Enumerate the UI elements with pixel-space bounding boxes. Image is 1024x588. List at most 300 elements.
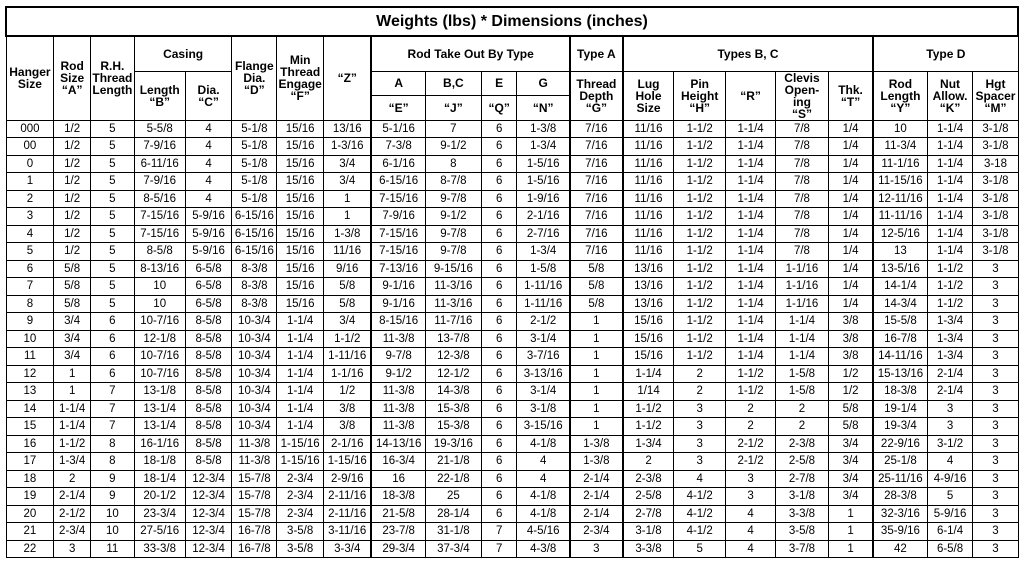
table-cell: 1-5/8 [517,260,570,278]
header-flange-dia: Flange Dia. “D” [232,36,277,120]
table-cell: 1-15/16 [324,453,372,471]
table-cell: 2 [776,400,829,418]
header-a: A [371,71,425,96]
table-cell: 7-9/16 [134,173,185,191]
table-cell: 3-7/8 [776,540,829,558]
table-cell: 3/4 [828,453,873,471]
table-cell: 7-15/16 [371,190,425,208]
table-cell: 1-1/2 [674,243,726,261]
table-cell: 6-15/16 [232,225,277,243]
table-cell: 15/16 [277,295,324,313]
header-bc-code: “J” [425,96,481,121]
table-cell: 1-1/2 [674,190,726,208]
header-rh-thread-length: R.H. Thread Length [90,36,134,120]
table-cell: 1-3/4 [927,330,973,348]
table-cell: 3 [973,383,1018,401]
table-cell: 5/8 [570,278,623,296]
table-cell: 9-15/16 [425,260,481,278]
table-cell: 13/16 [623,278,674,296]
table-cell: 3-3/4 [324,540,372,558]
table-cell: 1-1/2 [623,400,674,418]
table-cell: 3 [973,295,1018,313]
table-cell: 10-3/4 [232,400,277,418]
table-cell: 11/16 [623,120,674,138]
table-cell: 12-3/4 [185,540,232,558]
table-cell: 22 [6,540,54,558]
table-cell: 8-5/8 [185,348,232,366]
table-cell: 6 [481,208,517,226]
table-cell: 3-1/8 [776,488,829,506]
table-cell: 2-3/8 [623,470,674,488]
header-e-code: “Q” [481,96,517,121]
table-cell: 2-3/8 [776,435,829,453]
table-cell: 5 [90,295,134,313]
table-cell: 3 [973,453,1018,471]
table-cell: 1 [54,383,91,401]
table-cell: 4 [517,470,570,488]
table-cell: 1 [828,505,873,523]
table-cell: 20-1/2 [134,488,185,506]
table-cell: 3 [54,540,91,558]
table-cell: 12-5/16 [873,225,927,243]
table-cell: 6 [481,383,517,401]
table-cell: 7-9/16 [371,208,425,226]
table-cell: 6 [90,313,134,331]
table-cell: 1-11/16 [517,295,570,313]
table-body [6,120,1018,558]
table-cell: 1/2 [54,225,91,243]
header-casing: Casing [134,36,232,71]
table-cell: 5 [90,138,134,156]
table-row [6,470,1018,488]
table-cell: 18-3/8 [371,488,425,506]
table-cell: 5 [927,488,973,506]
table-cell: 1-5/16 [517,155,570,173]
table-cell: 8 [6,295,54,313]
table-cell: 6 [481,295,517,313]
table-cell: 3-1/8 [973,243,1018,261]
table-cell: 6 [481,138,517,156]
table-cell: 11-3/8 [371,400,425,418]
table-cell: 3 [674,400,726,418]
table-cell: 3 [973,365,1018,383]
table-cell: 1 [570,313,623,331]
table-cell: 11-3/8 [232,435,277,453]
table-cell: 11 [6,348,54,366]
table-cell: 19-3/4 [873,418,927,436]
table-cell: 18-3/8 [873,383,927,401]
table-cell: 1-1/4 [726,208,776,226]
table-cell: 11/16 [623,243,674,261]
table-cell: 2-1/4 [927,383,973,401]
table-cell: 4 [185,190,232,208]
table-cell: 1-1/2 [54,435,91,453]
table-cell: 2-1/2 [726,435,776,453]
table-cell: 4-1/8 [517,505,570,523]
table-cell: 1/2 [54,173,91,191]
table-cell: 2-11/16 [324,505,372,523]
table-cell: 15/16 [623,313,674,331]
table-cell: 1/4 [828,155,873,173]
table-cell: 6 [481,488,517,506]
table-cell: 9 [6,313,54,331]
table-cell: 2-5/8 [776,453,829,471]
table-cell: 6 [481,278,517,296]
table-cell: 1-1/4 [726,243,776,261]
table-cell: 1-1/2 [623,418,674,436]
header-hanger-size: Hanger Size [6,36,54,120]
table-cell: 1/2 [54,138,91,156]
table-cell: 5-9/16 [927,505,973,523]
table-cell: 14-13/16 [371,435,425,453]
table-cell: 6-15/16 [232,243,277,261]
table-cell: 1-1/2 [324,330,372,348]
table-cell: 3/4 [828,488,873,506]
table-cell: 5-1/8 [232,173,277,191]
table-cell: 10-7/16 [134,348,185,366]
table-cell: 3 [973,260,1018,278]
table-cell: 7/16 [570,243,623,261]
table-cell: 4 [6,225,54,243]
table-cell: 1-1/2 [674,330,726,348]
table-row [6,295,1018,313]
table-cell: 6 [481,505,517,523]
table-cell: 15/16 [277,260,324,278]
table-cell: 10-3/4 [232,313,277,331]
table-cell: 1/4 [828,138,873,156]
table-cell: 13-5/16 [873,260,927,278]
table-cell: 3/8 [828,348,873,366]
table-cell: 13 [873,243,927,261]
table-cell: 8-3/8 [232,295,277,313]
table-cell: 15/16 [277,278,324,296]
table-cell: 15/16 [277,243,324,261]
table-cell: 6 [90,365,134,383]
table-cell: 3-1/8 [517,400,570,418]
table-row [6,243,1018,261]
table-cell: 2-1/2 [726,453,776,471]
table-cell: 6 [481,190,517,208]
table-cell: 9 [90,488,134,506]
table-cell: 2-3/4 [54,523,91,541]
table-cell: 1-1/2 [674,278,726,296]
table-cell: 3 [973,488,1018,506]
table-cell: 13-1/8 [134,383,185,401]
table-cell: 16 [371,470,425,488]
table-cell: 3 [973,418,1018,436]
table-cell: 1/2 [324,383,372,401]
table-cell: 3/4 [324,155,372,173]
table-cell: 1-1/4 [726,173,776,191]
table-cell: 5-9/16 [185,208,232,226]
table-cell: 7/16 [570,173,623,191]
table-cell: 1-1/4 [776,330,829,348]
table-cell: 1-15/16 [277,453,324,471]
table-cell: 2 [54,470,91,488]
table-cell: 7 [425,120,481,138]
table-cell: 1-1/4 [277,365,324,383]
table-row [6,540,1018,558]
table-cell: 1-1/4 [726,348,776,366]
table-cell: 8 [90,435,134,453]
table-cell: 3-15/16 [517,418,570,436]
table-cell: 3-1/8 [973,173,1018,191]
table-cell: 4-3/8 [517,540,570,558]
table-cell: 15/16 [623,348,674,366]
table-cell: 14-3/8 [425,383,481,401]
table-cell: 19-3/16 [425,435,481,453]
table-cell: 11/16 [623,155,674,173]
table-cell: 3 [973,540,1018,558]
table-cell: 8-3/8 [232,278,277,296]
table-cell: 1-1/4 [726,313,776,331]
table-cell: 2-1/4 [570,470,623,488]
table-cell: 5/8 [324,295,372,313]
table-cell: 8-5/8 [185,383,232,401]
table-cell: 3 [973,435,1018,453]
table-cell: 1-1/4 [54,418,91,436]
table-cell: 1-1/4 [927,225,973,243]
table-cell: 2-1/2 [517,313,570,331]
header-types-bc: Types B, C [623,36,873,71]
table-cell: 1-3/4 [54,453,91,471]
table-cell: 5 [90,260,134,278]
table-cell: 9-7/8 [425,225,481,243]
table-cell: 1-1/4 [726,260,776,278]
table-cell: 23-7/8 [371,523,425,541]
table-cell: 11/16 [623,190,674,208]
table-cell: 1-15/16 [277,435,324,453]
table-cell: 1-1/2 [726,383,776,401]
table-cell: 22-1/8 [425,470,481,488]
table-cell: 2-3/4 [277,505,324,523]
table-cell: 13/16 [324,120,372,138]
table-cell: 1-9/16 [517,190,570,208]
table-cell: 1-1/4 [277,348,324,366]
table-cell: 2-3/4 [277,470,324,488]
table-cell: 4 [185,138,232,156]
table-cell: 1/4 [828,260,873,278]
table-cell: 5 [6,243,54,261]
table-cell: 1-1/4 [726,155,776,173]
table-cell: 1-1/2 [674,348,726,366]
table-cell: 4 [726,540,776,558]
table-cell: 1-1/2 [927,278,973,296]
table-cell: 7/8 [776,208,829,226]
table-cell: 7-15/16 [134,208,185,226]
table-cell: 7/16 [570,190,623,208]
table-row [6,155,1018,173]
table-cell: 31-1/8 [425,523,481,541]
table-cell: 1/4 [828,120,873,138]
header-clevis-opening: Clevis Open- ing “S” [776,71,829,120]
table-cell: 3-5/8 [277,523,324,541]
table-cell: 3 [674,435,726,453]
table-cell: 5/8 [54,295,91,313]
table-cell: 10 [134,278,185,296]
table-cell: 1-1/2 [674,155,726,173]
table-cell: 15-13/16 [873,365,927,383]
table-cell: 3/4 [324,173,372,191]
table-cell: 1-1/2 [674,138,726,156]
table-cell: 11-3/16 [425,295,481,313]
table-cell: 1 [6,173,54,191]
table-cell: 1-5/16 [517,173,570,191]
table-cell: 1/2 [828,383,873,401]
header-length: Length “B” [134,71,185,120]
table-cell: 8-3/8 [232,260,277,278]
table-cell: 7/8 [776,225,829,243]
table-cell: 3-1/8 [973,208,1018,226]
table-cell: 1-3/8 [570,435,623,453]
table-cell: 9-7/8 [371,348,425,366]
table-cell: 11-3/8 [232,453,277,471]
table-cell: 1-1/4 [927,138,973,156]
table-cell: 1-1/4 [726,295,776,313]
table-cell: 12-1/2 [425,365,481,383]
table-cell: 2 [726,418,776,436]
table-cell: 6 [481,313,517,331]
table-cell: 11 [90,540,134,558]
table-cell: 33-3/8 [134,540,185,558]
table-cell: 4 [726,505,776,523]
table-cell: 21 [6,523,54,541]
table-cell: 6 [6,260,54,278]
table-cell: 6-1/16 [371,155,425,173]
table-row [6,383,1018,401]
table-cell: 1-1/2 [726,365,776,383]
table-cell: 1/2 [54,190,91,208]
table-cell: 3/8 [828,330,873,348]
table-cell: 5 [90,120,134,138]
table-cell: 7-13/16 [371,260,425,278]
table-cell: 25-1/8 [873,453,927,471]
table-cell: 1-1/4 [726,278,776,296]
table-row [6,330,1018,348]
table-cell: 3 [726,470,776,488]
header-lug-hole-size: Lug Hole Size [623,71,674,120]
table-cell: 1 [570,330,623,348]
table-cell: 1-1/4 [277,383,324,401]
table-cell: 18 [6,470,54,488]
table-cell: 1-1/4 [726,190,776,208]
table-cell: 15/16 [277,173,324,191]
table-row [6,138,1018,156]
header-hgt-spacer: Hgt Spacer “M” [973,71,1018,120]
table-cell: 7/8 [776,190,829,208]
table-cell: 6-5/8 [185,278,232,296]
table-cell: 1-1/4 [776,348,829,366]
table-cell: 6 [481,435,517,453]
table-cell: 1-1/4 [776,313,829,331]
table-cell: 1-1/4 [277,330,324,348]
table-cell: 1-5/8 [776,383,829,401]
table-cell: 1 [570,418,623,436]
table-cell: 1/14 [623,383,674,401]
table-cell: 1/4 [828,190,873,208]
table-cell: 14 [6,400,54,418]
table-cell: 4 [185,173,232,191]
table-cell: 8-5/8 [185,435,232,453]
table-cell: 5-5/8 [134,120,185,138]
table-cell: 11-1/16 [873,155,927,173]
table-cell: 11-11/16 [873,208,927,226]
table-cell: 7-9/16 [134,138,185,156]
table-cell: 2-1/2 [54,505,91,523]
table-cell: 3/4 [54,330,91,348]
table-cell: 9/16 [324,260,372,278]
table-cell: 10-3/4 [232,418,277,436]
table-cell: 4 [674,470,726,488]
table-cell: 14-1/4 [873,278,927,296]
table-cell: 6 [481,225,517,243]
table-cell: 15-7/8 [232,470,277,488]
table-cell: 1-1/4 [927,120,973,138]
table-cell: 11/16 [324,243,372,261]
table-cell: 3 [927,418,973,436]
table-cell: 1-1/4 [927,190,973,208]
table-cell: 1-3/4 [517,243,570,261]
table-row [6,348,1018,366]
header-thread-depth: Thread Depth “G” [570,71,623,120]
table-cell: 12-1/8 [134,330,185,348]
table-cell: 5/8 [828,400,873,418]
table-cell: 14-3/4 [873,295,927,313]
table-cell: 3 [973,348,1018,366]
table-cell: 8-7/8 [425,173,481,191]
table-row [6,453,1018,471]
table-cell: 4-1/2 [674,523,726,541]
table-cell: 3-1/4 [517,330,570,348]
table-cell: 3/4 [54,348,91,366]
table-cell: 6 [481,155,517,173]
table-cell: 12 [6,365,54,383]
header-z: “Z” [324,36,372,120]
table-cell: 6 [481,400,517,418]
table-cell: 3-1/8 [623,523,674,541]
table-cell: 9-1/2 [425,138,481,156]
table-cell: 12-3/8 [425,348,481,366]
table-cell: 7 [481,523,517,541]
table-cell: 4 [185,120,232,138]
table-cell: 3/4 [828,435,873,453]
table-cell: 7/16 [570,120,623,138]
table-cell: 5/8 [54,260,91,278]
table-cell: 11/16 [623,225,674,243]
table-cell: 4 [726,523,776,541]
table-cell: 2-7/8 [623,505,674,523]
table-row [6,225,1018,243]
table-cell: 15/16 [623,330,674,348]
header-rod-take-out: Rod Take Out By Type [371,36,569,71]
table-cell: 4-1/2 [674,488,726,506]
table-cell: 9-1/2 [371,365,425,383]
table-cell: 13/16 [623,260,674,278]
table-cell: 13/16 [623,295,674,313]
table-cell: 1-5/8 [776,365,829,383]
table-cell: 1-1/4 [927,243,973,261]
table-row [6,173,1018,191]
table-cell: 9-1/2 [425,208,481,226]
table-cell: 7/8 [776,155,829,173]
table-cell: 21-1/8 [425,453,481,471]
table-cell: 4-1/8 [517,435,570,453]
table-cell: 12-3/4 [185,523,232,541]
table-cell: 32-3/16 [873,505,927,523]
table-cell: 6-5/8 [927,540,973,558]
table-cell: 4-5/16 [517,523,570,541]
table-cell: 12-3/4 [185,470,232,488]
